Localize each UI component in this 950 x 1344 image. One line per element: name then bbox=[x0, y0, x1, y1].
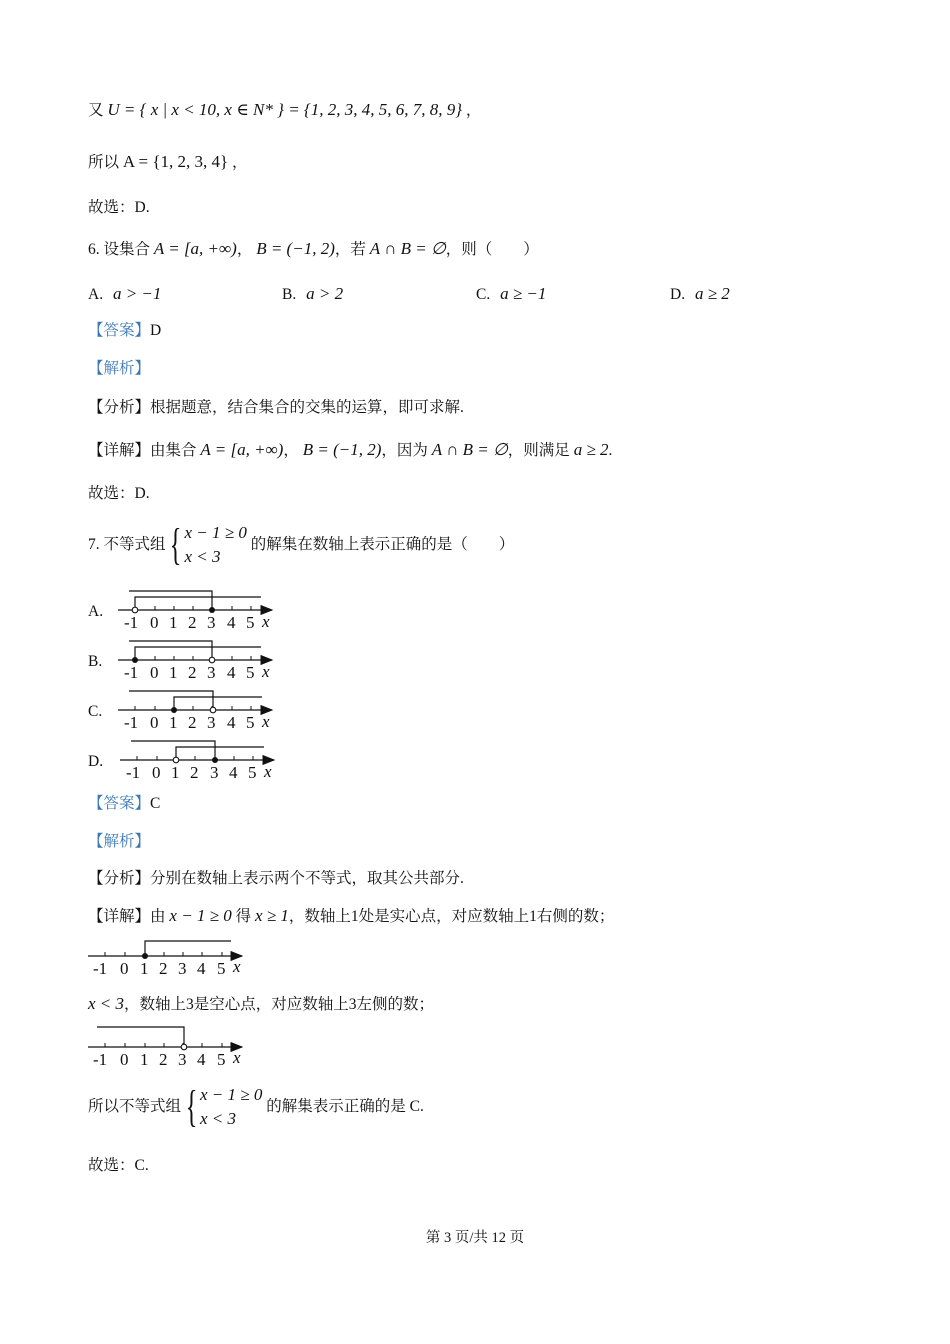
xiangjie-label: 【详解】 bbox=[88, 442, 151, 459]
set-b-math: B = (−1, 2) bbox=[256, 239, 335, 258]
math: A = [a, +∞) bbox=[200, 440, 284, 459]
q7-step2-text bbox=[88, 994, 434, 1015]
svg-text:5: 5 bbox=[246, 713, 255, 732]
text: 由 bbox=[150, 908, 166, 925]
fenxi-label: 【分析】 bbox=[88, 870, 151, 887]
left-brace-icon: { bbox=[170, 520, 182, 570]
math: x < 3 bbox=[88, 994, 125, 1013]
option-letter: D. bbox=[670, 286, 686, 303]
q7-analysis-label: 【解析】 bbox=[88, 833, 151, 850]
svg-text:x: x bbox=[233, 957, 241, 976]
q7-option-b-letter: B. bbox=[88, 653, 103, 670]
svg-text:4: 4 bbox=[227, 613, 236, 632]
svg-text:4: 4 bbox=[197, 959, 206, 978]
math: x ≥ 1 bbox=[255, 906, 289, 925]
option-letter: C. bbox=[476, 286, 491, 303]
answer-label: 【答案】 bbox=[88, 322, 151, 339]
svg-text:5: 5 bbox=[248, 763, 257, 782]
text: ，因为 bbox=[381, 442, 428, 459]
svg-text:1: 1 bbox=[171, 763, 180, 782]
svg-text:x: x bbox=[262, 662, 270, 681]
option-letter: A. bbox=[88, 286, 104, 303]
option-text: a ≥ 2 bbox=[694, 284, 730, 303]
text: ，则满足 bbox=[507, 442, 570, 459]
q7-conclusion: 故选：C. bbox=[88, 1157, 149, 1174]
text: 不等式组 bbox=[103, 536, 166, 553]
q7-option-d-letter: D. bbox=[88, 753, 104, 770]
text: 的解集表示正确的是 C. bbox=[266, 1098, 424, 1115]
svg-text:2: 2 bbox=[159, 1050, 168, 1069]
svg-text:3: 3 bbox=[207, 713, 216, 732]
svg-text:3: 3 bbox=[207, 613, 216, 632]
svg-text:4: 4 bbox=[227, 713, 236, 732]
q7-option-c-letter: C. bbox=[88, 703, 103, 720]
text: ， bbox=[283, 442, 299, 459]
number-line-option-a bbox=[118, 591, 272, 632]
fenxi-text: 根据题意，结合集合的交集的运算，即可求解. bbox=[150, 399, 464, 416]
svg-text:-1: -1 bbox=[93, 1050, 108, 1069]
text: ，若 bbox=[334, 241, 366, 258]
q5-conclusion: 故选：D. bbox=[88, 199, 150, 216]
svg-text:4: 4 bbox=[197, 1050, 206, 1069]
text: 得 bbox=[235, 908, 252, 925]
svg-text:0: 0 bbox=[150, 713, 159, 732]
set-a-math: A = {1, 2, 3, 4} bbox=[122, 152, 229, 171]
text: ， bbox=[232, 154, 248, 171]
number-line-option-c bbox=[118, 691, 272, 732]
text: ，数轴上3是空心点，对应数轴上3左侧的数； bbox=[124, 996, 435, 1013]
number-line-step-1 bbox=[88, 941, 242, 978]
svg-text:2: 2 bbox=[188, 613, 197, 632]
inequality-2: x < 3 bbox=[184, 547, 221, 567]
svg-text:-1: -1 bbox=[126, 763, 141, 782]
svg-text:3: 3 bbox=[210, 763, 219, 782]
text: 又 bbox=[88, 102, 104, 119]
text: 的解集在数轴上表示正确的是（ ） bbox=[250, 536, 515, 553]
svg-text:0: 0 bbox=[152, 763, 161, 782]
answer-label: 【答案】 bbox=[88, 795, 151, 812]
text: . bbox=[608, 442, 613, 459]
page-footer: 第 3 页/共 12 页 bbox=[425, 1230, 525, 1246]
text: ，则（ ） bbox=[445, 241, 539, 258]
q6-conclusion: 故选：D. bbox=[88, 485, 150, 502]
set-a-math: A = [a, +∞) bbox=[153, 239, 237, 258]
svg-text:-1: -1 bbox=[124, 713, 139, 732]
q7-option-a-letter: A. bbox=[88, 603, 104, 620]
svg-text:3: 3 bbox=[178, 1050, 187, 1069]
svg-text:2: 2 bbox=[159, 959, 168, 978]
text: ， bbox=[465, 102, 482, 119]
universe-set-math: U = { x | x < 10, x ∈ N* } = {1, 2, 3, 4, 5, 6, 7, 8, 9} bbox=[107, 100, 463, 119]
xiangjie-label: 【详解】 bbox=[88, 908, 151, 925]
svg-text:1: 1 bbox=[140, 959, 149, 978]
text: ，数轴上1处是实心点，对应数轴上1右侧的数； bbox=[288, 908, 615, 925]
question-number: 7. bbox=[88, 536, 100, 553]
svg-text:0: 0 bbox=[150, 613, 159, 632]
q7-answer bbox=[88, 794, 160, 814]
svg-text:0: 0 bbox=[120, 1050, 129, 1069]
inequality-2: x < 3 bbox=[200, 1109, 237, 1129]
svg-text:1: 1 bbox=[140, 1050, 149, 1069]
svg-text:0: 0 bbox=[150, 663, 159, 682]
svg-text:-1: -1 bbox=[124, 613, 139, 632]
svg-text:2: 2 bbox=[188, 663, 197, 682]
svg-text:3: 3 bbox=[178, 959, 187, 978]
svg-text:x: x bbox=[233, 1048, 241, 1067]
answer-value: C bbox=[150, 795, 161, 812]
q7-fenxi bbox=[88, 869, 464, 889]
svg-text:3: 3 bbox=[207, 663, 216, 682]
math: B = (−1, 2) bbox=[302, 440, 382, 459]
fenxi-text: 分别在数轴上表示两个不等式，取其公共部分. bbox=[150, 870, 464, 887]
q7-xiangjie bbox=[88, 906, 614, 927]
svg-text:-1: -1 bbox=[124, 663, 139, 682]
q6-analysis-label: 【解析】 bbox=[88, 360, 151, 377]
text: ， bbox=[236, 241, 253, 258]
question-number: 6. bbox=[88, 241, 100, 258]
text: 由集合 bbox=[150, 442, 197, 459]
fenxi-label: 【分析】 bbox=[88, 399, 151, 416]
number-line-option-b bbox=[118, 641, 272, 682]
text: 所以 bbox=[88, 154, 120, 171]
svg-text:5: 5 bbox=[217, 959, 226, 978]
text: 所以不等式组 bbox=[88, 1098, 182, 1115]
svg-text:4: 4 bbox=[229, 763, 238, 782]
text: 设集合 bbox=[103, 241, 151, 258]
inequality-1: x − 1 ≥ 0 bbox=[200, 1085, 263, 1105]
svg-text:x: x bbox=[262, 612, 270, 631]
answer-value: D bbox=[150, 322, 162, 339]
svg-text:5: 5 bbox=[246, 663, 255, 682]
inequality-1: x − 1 ≥ 0 bbox=[184, 523, 247, 543]
math: A ∩ B = ∅ bbox=[431, 440, 508, 459]
option-text: a ≥ −1 bbox=[500, 284, 547, 303]
inequality-system bbox=[185, 1083, 262, 1131]
svg-text:-1: -1 bbox=[93, 959, 108, 978]
option-letter: B. bbox=[282, 286, 297, 303]
svg-text:1: 1 bbox=[169, 663, 178, 682]
math: x − 1 ≥ 0 bbox=[169, 906, 232, 925]
math: a ≥ 2 bbox=[573, 440, 609, 459]
svg-text:2: 2 bbox=[190, 763, 199, 782]
svg-text:0: 0 bbox=[120, 959, 129, 978]
svg-text:5: 5 bbox=[217, 1050, 226, 1069]
number-line-option-d bbox=[120, 741, 274, 782]
option-text: a > 2 bbox=[306, 284, 344, 303]
svg-text:5: 5 bbox=[246, 613, 255, 632]
svg-text:2: 2 bbox=[188, 713, 197, 732]
svg-text:1: 1 bbox=[169, 713, 178, 732]
svg-text:4: 4 bbox=[227, 663, 236, 682]
number-line-step-2 bbox=[88, 1027, 242, 1069]
svg-text:1: 1 bbox=[169, 613, 178, 632]
left-brace-icon: { bbox=[185, 1082, 198, 1132]
svg-text:x: x bbox=[262, 712, 270, 731]
svg-text:x: x bbox=[264, 762, 272, 781]
option-text: a > −1 bbox=[112, 284, 162, 303]
condition-math: A ∩ B = ∅ bbox=[369, 239, 446, 258]
q7-summary bbox=[88, 1082, 424, 1132]
